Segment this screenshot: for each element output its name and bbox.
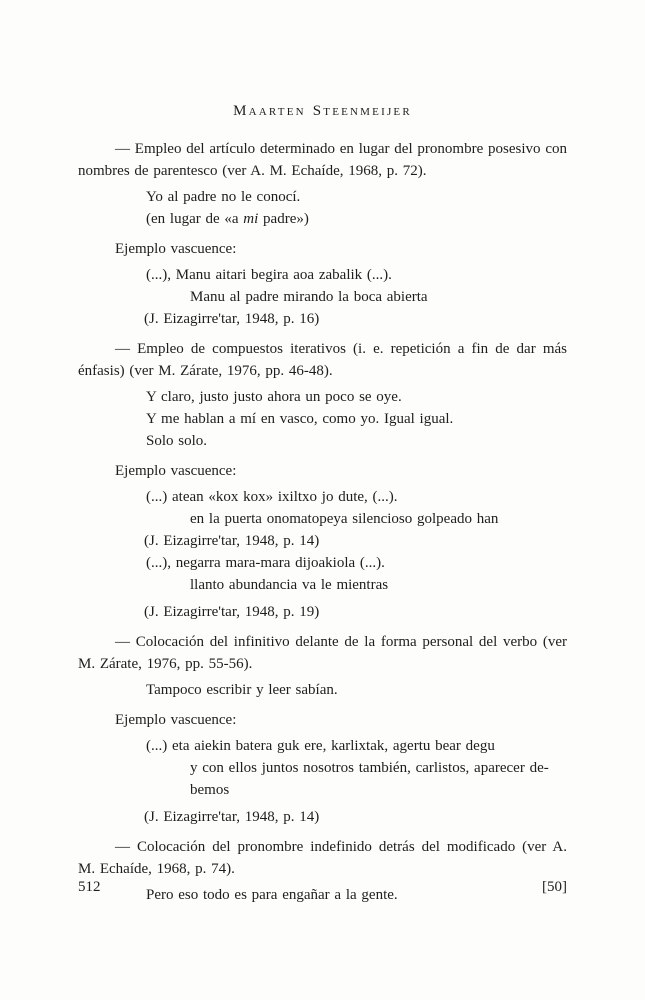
example-line	[146, 208, 567, 230]
section-label-ejemplo: Ejemplo vascuence:	[115, 241, 237, 257]
paragraph-compuestos-iterativos: — Empleo de compuestos iterativos (i. e. repetición a fin de dar más énfasis) (ver M. Zárate, 1976, pp. 46-48).	[78, 341, 567, 379]
paragraph-pronombre-indefinido: — Colocación del pronombre indefinido detrás del modificado (ver A. M. Echaíde, 1968, p. 74).	[78, 839, 567, 877]
example-line-basque: (...), Manu aitari begira aoa zabalik (...).	[146, 267, 392, 283]
example-group	[78, 679, 567, 701]
citation-line: (J. Eizagirre'tar, 1948, p. 14)	[144, 809, 320, 825]
example-group	[78, 264, 567, 330]
citation-line: (J. Eizagirre'tar, 1948, p. 16)	[144, 311, 320, 327]
example-group	[78, 486, 567, 623]
paragraph-colocacion-infinitivo: — Colocación del infinitivo delante de la forma personal del verbo (ver M. Zárate, 1976, pp. 55-56).	[78, 634, 567, 672]
example-line-basque: (...), negarra mara-mara dijoakiola (...).	[146, 555, 385, 571]
example-line-basque: (...) atean «kox kox» ixiltxo jo dute, (...).	[146, 489, 398, 505]
example-text-post: padre»)	[258, 211, 309, 227]
example-line: Yo al padre no le conocí.	[146, 189, 301, 205]
example-text-italic: mi	[243, 211, 259, 227]
gloss-line: y con ellos juntos nosotros también, carlistos, aparecer de-	[190, 760, 549, 776]
citation-line: (J. Eizagirre'tar, 1948, p. 14)	[144, 533, 320, 549]
example-line: Tampoco escribir y leer sabían.	[146, 682, 338, 698]
section-label-ejemplo: Ejemplo vascuence:	[115, 463, 237, 479]
example-line: Y me hablan a mí en vasco, como yo. Igual igual.	[146, 411, 454, 427]
example-line: Solo solo.	[146, 433, 208, 449]
example-group	[78, 386, 567, 452]
example-line: Y claro, justo justo ahora un poco se oye.	[146, 389, 402, 405]
example-line-basque: (...) eta aiekin batera guk ere, karlixtak, agertu bear degu	[146, 738, 495, 754]
section-label-ejemplo: Ejemplo vascuence:	[115, 712, 237, 728]
gloss-line-continuation: bemos	[190, 782, 230, 798]
example-text-pre: (en lugar de «a	[146, 211, 244, 227]
gloss-line: Manu al padre mirando la boca abierta	[190, 289, 428, 305]
paragraph-articulo-determinado: — Empleo del artículo determinado en lugar del pronombre posesivo con nombres de parentesco (ver A. M. Echaíde, 1968, p. 72).	[78, 141, 567, 179]
example-group	[78, 186, 567, 230]
running-head-author: Maarten Steenmeijer	[233, 103, 412, 119]
example-group	[78, 735, 567, 828]
citation-line: (J. Eizagirre'tar, 1948, p. 19)	[144, 604, 320, 620]
gloss-line: en la puerta onomatopeya silencioso golpeado han	[190, 511, 499, 527]
bracket-folio-number: [50]	[542, 879, 567, 895]
page-number: 512	[78, 879, 101, 895]
page-content	[78, 100, 567, 906]
page-footer	[78, 876, 567, 898]
gloss-line: llanto abundancia va le mientras	[190, 577, 389, 593]
example-line: Pero eso todo es para engañar a la gente.	[146, 887, 398, 903]
